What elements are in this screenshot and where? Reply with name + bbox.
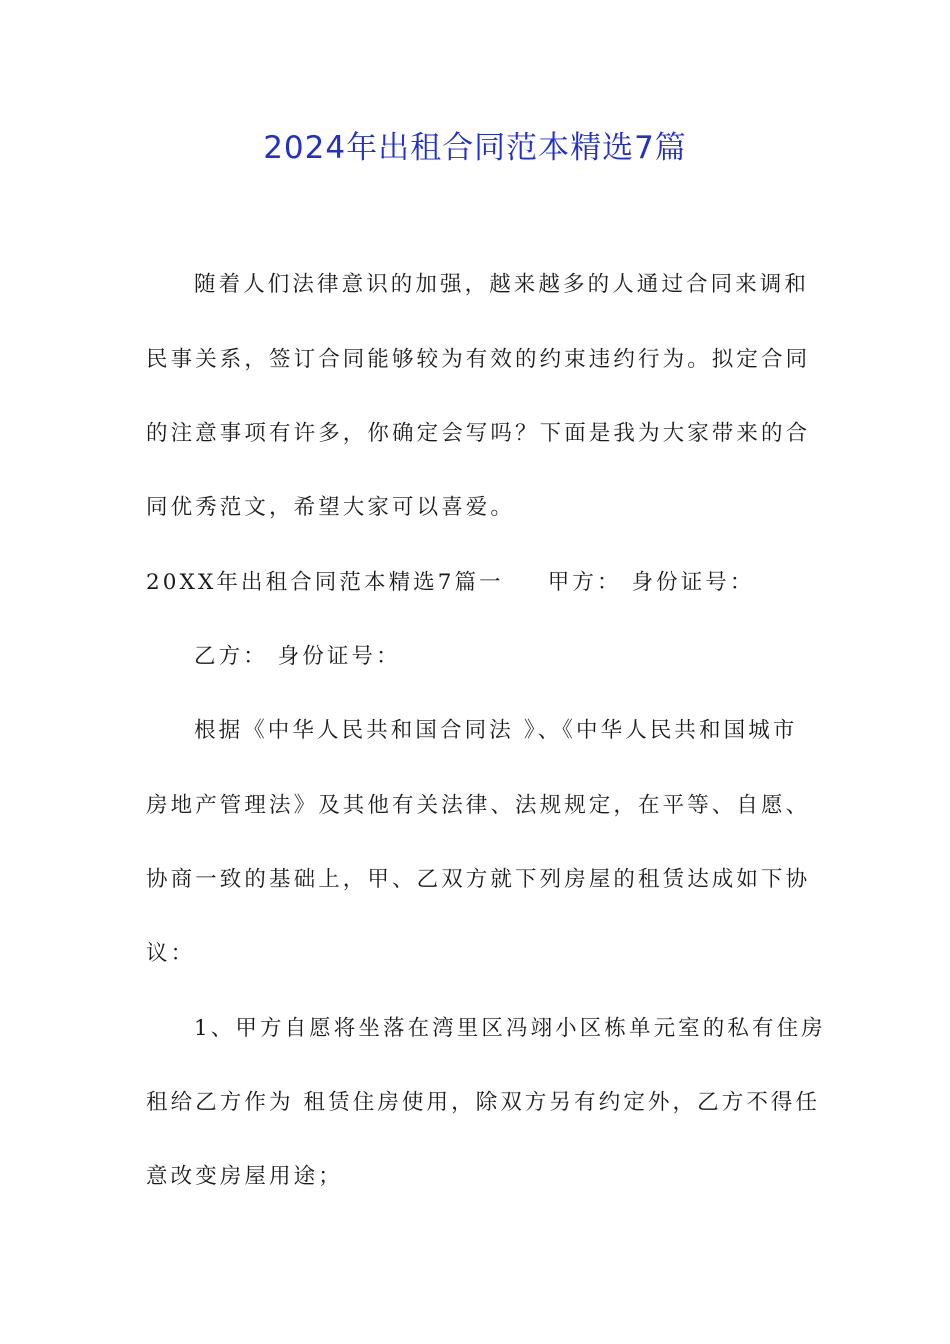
party-a-line: 甲方： 身份证号： xyxy=(547,570,755,595)
intro-line: 民事关系，签订合同能够较为有效的约束违约行为。拟定合同 xyxy=(146,347,811,372)
document-title: 2024年出租合同范本精选7篇 xyxy=(263,130,687,166)
clause-line: 租给乙方作为 租赁住房使用，除双方另有约定外，乙方不得任 xyxy=(146,1090,821,1115)
section-heading: 20XX年出租合同范本精选7篇一 xyxy=(146,570,504,595)
basis-line: 根据《中华人民共和国合同法 》、《中华人民共和国城市 xyxy=(194,718,798,743)
intro-line: 同优秀范文，希望大家可以喜爱。 xyxy=(146,495,516,520)
party-b-line: 乙方： 身份证号： xyxy=(194,644,401,669)
basis-line: 房地产管理法》及其他有关法律、法规规定，在平等、自愿、 xyxy=(146,793,811,818)
clause-line: 1、甲方自愿将坐落在湾里区冯翊小区栋单元室的私有住房 xyxy=(194,1016,826,1041)
clause-line: 意改变房屋用途； xyxy=(146,1164,343,1189)
basis-line: 议： xyxy=(146,941,196,966)
basis-line: 协商一致的基础上，甲、乙双方就下列房屋的租赁达成如下协 xyxy=(146,867,811,892)
intro-line: 随着人们法律意识的加强，越来越多的人通过合同来调和 xyxy=(194,272,810,297)
intro-line: 的注意事项有许多，你确定会写吗？下面是我为大家带来的合 xyxy=(146,421,811,446)
section-heading-row xyxy=(146,568,806,598)
